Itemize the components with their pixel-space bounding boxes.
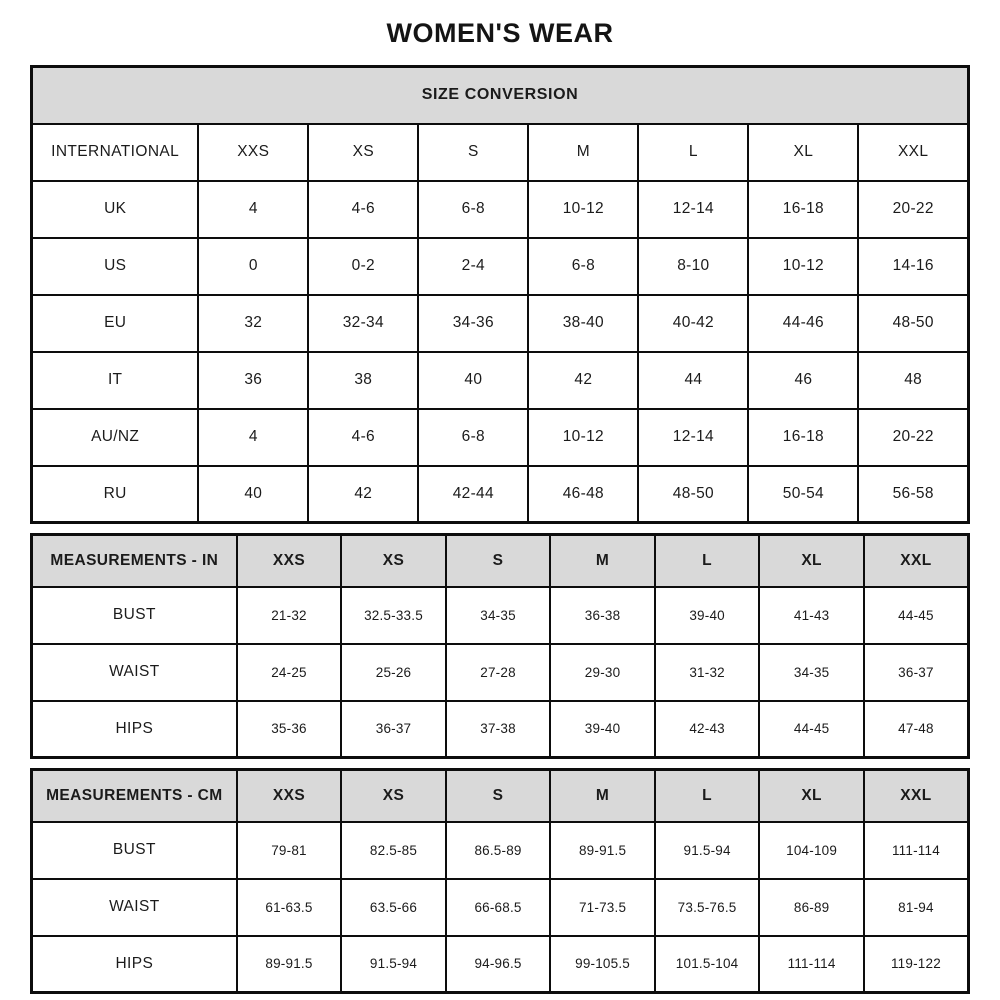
page-title: WOMEN'S WEAR — [386, 18, 614, 48]
value-cell: 42-43 — [655, 701, 760, 758]
row-label: WAIST — [32, 644, 237, 701]
value-cell: 38-40 — [528, 295, 638, 352]
value-cell: 0 — [198, 238, 308, 295]
value-cell: 21-32 — [237, 587, 342, 644]
value-cell: 73.5-76.5 — [655, 879, 760, 936]
table-title-row — [32, 67, 969, 124]
value-cell: 40 — [198, 466, 308, 523]
value-cell: 99-105.5 — [550, 936, 655, 993]
size-column-header: XXS — [237, 770, 342, 822]
value-cell: 31-32 — [655, 644, 760, 701]
value-cell: 48 — [858, 352, 968, 409]
value-cell: 111-114 — [759, 936, 864, 993]
value-cell: 82.5-85 — [341, 822, 446, 879]
row-label: BUST — [32, 587, 237, 644]
row-label: WAIST — [32, 879, 237, 936]
size-column-header: XL — [748, 124, 858, 181]
table-header-row — [32, 535, 969, 587]
value-cell: 14-16 — [858, 238, 968, 295]
value-cell: 4 — [198, 409, 308, 466]
table-title: SIZE CONVERSION — [32, 67, 969, 124]
value-cell: 4-6 — [308, 409, 418, 466]
value-cell: 61-63.5 — [237, 879, 342, 936]
table-row — [32, 238, 969, 295]
size-column-header: M — [550, 535, 655, 587]
row-label: BUST — [32, 822, 237, 879]
size-column-header: L — [638, 124, 748, 181]
value-cell: 12-14 — [638, 181, 748, 238]
value-cell: 46-48 — [528, 466, 638, 523]
size-column-header: XXS — [198, 124, 308, 181]
size-column-header: S — [418, 124, 528, 181]
size-column-header: XL — [759, 535, 864, 587]
value-cell: 42-44 — [418, 466, 528, 523]
value-cell: 42 — [528, 352, 638, 409]
table-row — [32, 295, 969, 352]
value-cell: 0-2 — [308, 238, 418, 295]
value-cell: 6-8 — [418, 409, 528, 466]
value-cell: 10-12 — [748, 238, 858, 295]
row-label-header: INTERNATIONAL — [32, 124, 199, 181]
table-row — [32, 587, 969, 644]
value-cell: 104-109 — [759, 822, 864, 879]
table-header-row — [32, 124, 969, 181]
size-conversion-table — [30, 65, 970, 524]
value-cell: 10-12 — [528, 409, 638, 466]
value-cell: 40-42 — [638, 295, 748, 352]
value-cell: 56-58 — [858, 466, 968, 523]
value-cell: 16-18 — [748, 181, 858, 238]
table-row — [32, 352, 969, 409]
table-row — [32, 409, 969, 466]
value-cell: 32-34 — [308, 295, 418, 352]
value-cell: 42 — [308, 466, 418, 523]
value-cell: 71-73.5 — [550, 879, 655, 936]
value-cell: 86-89 — [759, 879, 864, 936]
value-cell: 63.5-66 — [341, 879, 446, 936]
value-cell: 10-12 — [528, 181, 638, 238]
value-cell: 25-26 — [341, 644, 446, 701]
size-column-header: XS — [341, 535, 446, 587]
value-cell: 119-122 — [864, 936, 969, 993]
value-cell: 24-25 — [237, 644, 342, 701]
size-column-header: XXL — [858, 124, 968, 181]
value-cell: 48-50 — [858, 295, 968, 352]
value-cell: 37-38 — [446, 701, 551, 758]
value-cell: 91.5-94 — [341, 936, 446, 993]
row-label: HIPS — [32, 936, 237, 993]
row-label: RU — [32, 466, 199, 523]
value-cell: 79-81 — [237, 822, 342, 879]
value-cell: 48-50 — [638, 466, 748, 523]
value-cell: 12-14 — [638, 409, 748, 466]
value-cell: 38 — [308, 352, 418, 409]
row-label-header: MEASUREMENTS - IN — [32, 535, 237, 587]
size-column-header: XXL — [864, 535, 969, 587]
value-cell: 34-35 — [446, 587, 551, 644]
value-cell: 32.5-33.5 — [341, 587, 446, 644]
value-cell: 4 — [198, 181, 308, 238]
value-cell: 81-94 — [864, 879, 969, 936]
value-cell: 36 — [198, 352, 308, 409]
value-cell: 40 — [418, 352, 528, 409]
value-cell: 2-4 — [418, 238, 528, 295]
value-cell: 46 — [748, 352, 858, 409]
value-cell: 111-114 — [864, 822, 969, 879]
value-cell: 91.5-94 — [655, 822, 760, 879]
table-row — [32, 644, 969, 701]
size-column-header: S — [446, 535, 551, 587]
value-cell: 44-45 — [864, 587, 969, 644]
value-cell: 34-35 — [759, 644, 864, 701]
table-row — [32, 936, 969, 993]
size-column-header: XXL — [864, 770, 969, 822]
value-cell: 6-8 — [528, 238, 638, 295]
size-column-header: L — [655, 535, 760, 587]
row-label: AU/NZ — [32, 409, 199, 466]
value-cell: 94-96.5 — [446, 936, 551, 993]
row-label: IT — [32, 352, 199, 409]
value-cell: 44 — [638, 352, 748, 409]
row-label: HIPS — [32, 701, 237, 758]
size-column-header: L — [655, 770, 760, 822]
value-cell: 29-30 — [550, 644, 655, 701]
size-column-header: M — [550, 770, 655, 822]
measurements-cm-table — [30, 768, 970, 994]
size-column-header: XS — [308, 124, 418, 181]
measurements-in-table — [30, 533, 970, 759]
value-cell: 20-22 — [858, 409, 968, 466]
table-row — [32, 181, 969, 238]
value-cell: 8-10 — [638, 238, 748, 295]
value-cell: 35-36 — [237, 701, 342, 758]
value-cell: 101.5-104 — [655, 936, 760, 993]
value-cell: 27-28 — [446, 644, 551, 701]
row-label: EU — [32, 295, 199, 352]
value-cell: 36-38 — [550, 587, 655, 644]
value-cell: 86.5-89 — [446, 822, 551, 879]
value-cell: 34-36 — [418, 295, 528, 352]
row-label: UK — [32, 181, 199, 238]
value-cell: 89-91.5 — [550, 822, 655, 879]
value-cell: 36-37 — [864, 644, 969, 701]
value-cell: 89-91.5 — [237, 936, 342, 993]
value-cell: 32 — [198, 295, 308, 352]
value-cell: 41-43 — [759, 587, 864, 644]
value-cell: 39-40 — [550, 701, 655, 758]
table-row — [32, 879, 969, 936]
value-cell: 6-8 — [418, 181, 528, 238]
table-row — [32, 466, 969, 523]
value-cell: 36-37 — [341, 701, 446, 758]
size-column-header: XXS — [237, 535, 342, 587]
table-row — [32, 701, 969, 758]
value-cell: 39-40 — [655, 587, 760, 644]
value-cell: 44-45 — [759, 701, 864, 758]
value-cell: 66-68.5 — [446, 879, 551, 936]
size-column-header: S — [446, 770, 551, 822]
table-row — [32, 822, 969, 879]
value-cell: 50-54 — [748, 466, 858, 523]
size-column-header: XS — [341, 770, 446, 822]
size-column-header: XL — [759, 770, 864, 822]
table-header-row — [32, 770, 969, 822]
value-cell: 16-18 — [748, 409, 858, 466]
value-cell: 4-6 — [308, 181, 418, 238]
value-cell: 20-22 — [858, 181, 968, 238]
row-label: US — [32, 238, 199, 295]
size-column-header: M — [528, 124, 638, 181]
value-cell: 44-46 — [748, 295, 858, 352]
value-cell: 47-48 — [864, 701, 969, 758]
row-label-header: MEASUREMENTS - CM — [32, 770, 237, 822]
